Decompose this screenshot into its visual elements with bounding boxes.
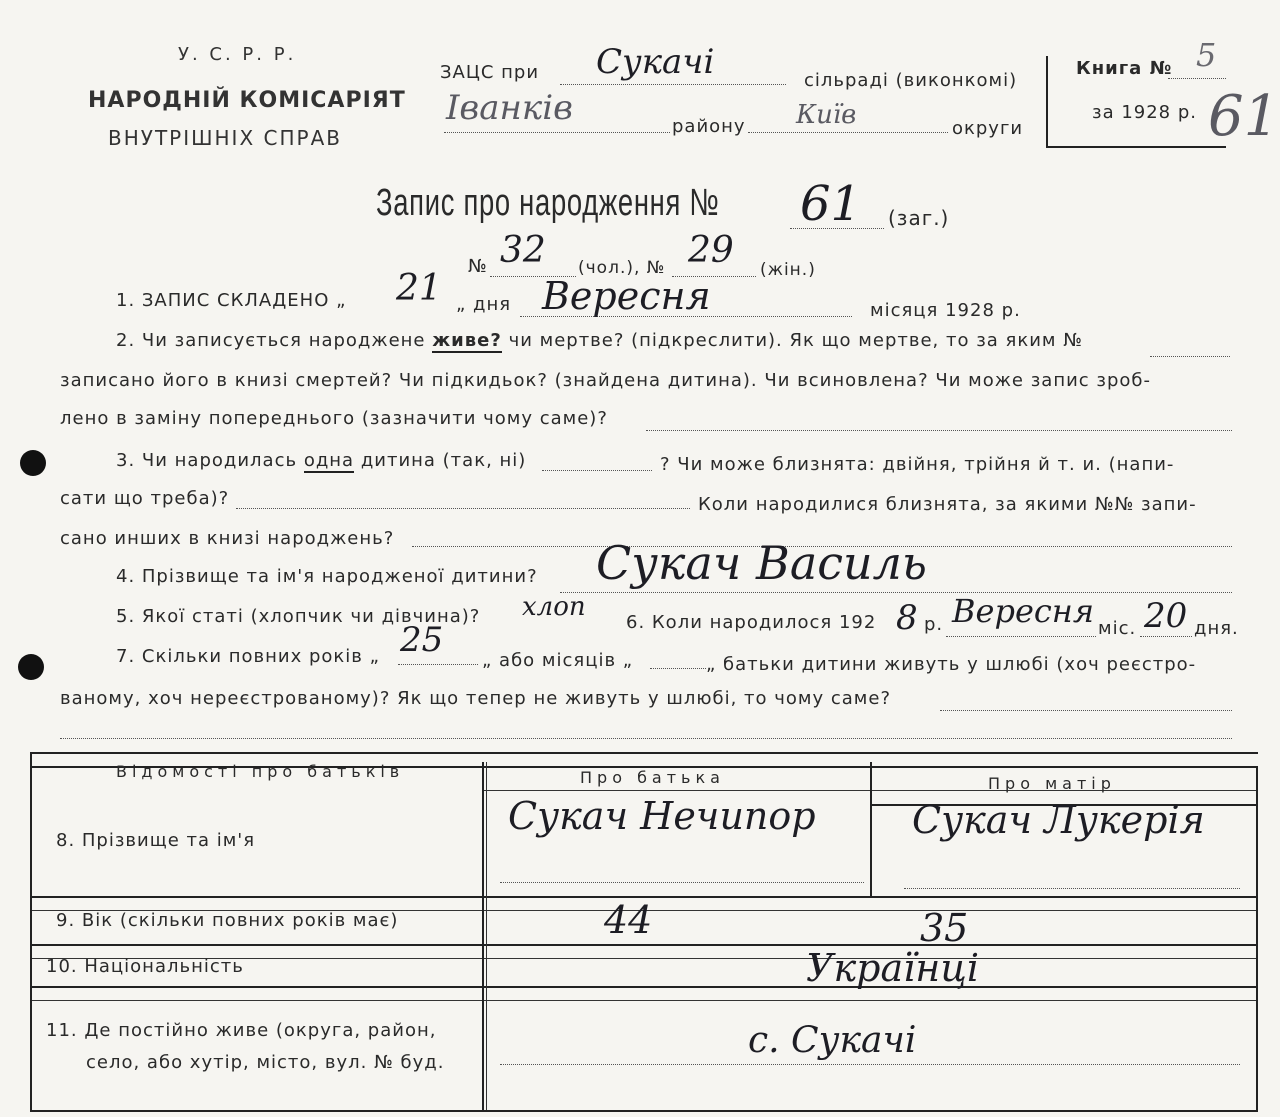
item1-day-handwritten: 21: [396, 268, 442, 309]
item4-label: 4. Прізвище та ім'я народженої дитини?: [116, 566, 538, 587]
item7-years-handwritten: 25: [400, 620, 444, 660]
item6-dnia: дня.: [1194, 618, 1239, 639]
item2-line1: [116, 330, 1083, 351]
row8-father-handwritten: Сукач Нечипор: [508, 794, 816, 838]
item6-year-handwritten: 8: [896, 598, 918, 638]
item6-r: р.: [924, 614, 944, 635]
row11-label-2: село, або хутір, місто, вул. № буд.: [86, 1052, 445, 1073]
male-label: (чол.), №: [578, 258, 666, 278]
female-number-handwritten: 29: [688, 230, 734, 271]
row8-mother-handwritten: Сукач Лукерія: [912, 798, 1205, 842]
item2-zhyve-underlined: живе?: [432, 330, 502, 351]
book-year: за 1928 р.: [1092, 102, 1198, 123]
okruha-handwritten: Київ: [796, 100, 857, 130]
row9-label: 9. Вік (скільки повних років має): [56, 910, 399, 931]
col-header-info: Відомості про батьків: [116, 762, 405, 781]
item7-d: ваному, хоч нереєстрованому)? Як що тепер не живуть у шлюбі, то чому саме?: [60, 688, 892, 709]
row10-nationality-handwritten: Українці: [806, 946, 979, 990]
item7-b: „ або місяців „: [482, 650, 634, 671]
row9-father-handwritten: 44: [604, 898, 653, 942]
item3-f: сано инших в книзі народжень?: [60, 528, 395, 549]
item6-month-handwritten: Вересня: [952, 592, 1095, 630]
item3-d: сати що треба)?: [60, 488, 230, 509]
item2-line3: лено в заміну попереднього (зазначити чому саме)?: [60, 408, 608, 429]
row10-label: 10. Національність: [46, 956, 244, 977]
item3-line1: [116, 450, 526, 471]
selradi-label: сільраді (виконкомі): [804, 70, 1018, 91]
side-number-handwritten: 61: [1208, 84, 1280, 149]
zags-label: ЗАЦС при: [440, 62, 540, 83]
item1-label: 1. ЗАПИС СКЛАДЕНО „: [116, 290, 347, 311]
no-label: №: [468, 256, 488, 277]
item2-line2: записано його в книзі смертей? Чи підкидьок? (знайдена дитина). Чи всиновлена? Чи може запис зроб-: [60, 370, 1152, 391]
item1-month-label: місяця 1928 р.: [870, 300, 1021, 321]
punch-hole-bottom: [18, 654, 44, 680]
item3-e: Коли народилися близнята, за якими №№ запи-: [698, 494, 1197, 515]
item6-label: 6. Коли народилося 192: [626, 612, 877, 633]
col-header-mother: Про матір: [988, 774, 1116, 793]
commissariat-subtitle: ВНУТРІШНІХ СПРАВ: [108, 126, 342, 150]
item3-a: 3. Чи народилась: [116, 450, 298, 471]
usrr-label: У. С. Р. Р.: [178, 44, 297, 65]
item4-child-name-handwritten: Сукач Василь: [596, 536, 927, 590]
punch-hole-top: [20, 450, 46, 476]
row8-label: 8. Прізвище та ім'я: [56, 830, 256, 851]
item2-a: 2. Чи записується народжене: [116, 330, 426, 351]
zags-village-handwritten: Сукачі: [596, 42, 715, 82]
item6-day-handwritten: 20: [1144, 596, 1188, 636]
okruha-label: округи: [952, 118, 1024, 139]
record-title: Запис про народження №: [376, 182, 720, 224]
col-header-father: Про батька: [580, 768, 725, 787]
item1-month-handwritten: Вересня: [542, 274, 711, 318]
item5-label: 5. Якої статі (хлопчик чи дівчина)?: [116, 606, 481, 627]
item2-b: чи мертве? (підкреслити). Як що мертве, то за яким №: [508, 330, 1083, 351]
row9-mother-handwritten: 35: [920, 906, 969, 950]
commissariat-title: НАРОДНІЙ КОМІСАРІЯТ: [88, 88, 406, 113]
district-label: району: [672, 116, 746, 137]
item7-c: „ батьки дитини живуть у шлюбі (хоч реєстро-: [706, 654, 1197, 675]
male-number-handwritten: 32: [500, 230, 546, 271]
district-handwritten: Іванків: [446, 88, 573, 128]
item5-sex-handwritten: хлоп: [522, 592, 586, 622]
item1-day-label: „ дня: [456, 294, 512, 315]
row11-residence-handwritten: с. Сукачі: [748, 1020, 917, 1061]
book-label: Книга №: [1076, 58, 1173, 79]
record-number-handwritten: 61: [800, 176, 862, 232]
item3-odna-underlined: одна: [303, 450, 355, 471]
book-number-handwritten: 5: [1196, 36, 1217, 74]
item3-b: дитина (так, ні): [360, 450, 527, 471]
record-zag: (заг.): [888, 206, 950, 230]
item6-mis: міс.: [1098, 618, 1137, 639]
item3-c: ? Чи може близнята: двійня, трійня й т. и. (напи-: [660, 454, 1175, 475]
female-label: (жін.): [760, 260, 816, 280]
row11-label-1: 11. Де постійно живе (округа, район,: [46, 1020, 437, 1041]
item7-a: 7. Скільки повних років „: [116, 646, 380, 667]
